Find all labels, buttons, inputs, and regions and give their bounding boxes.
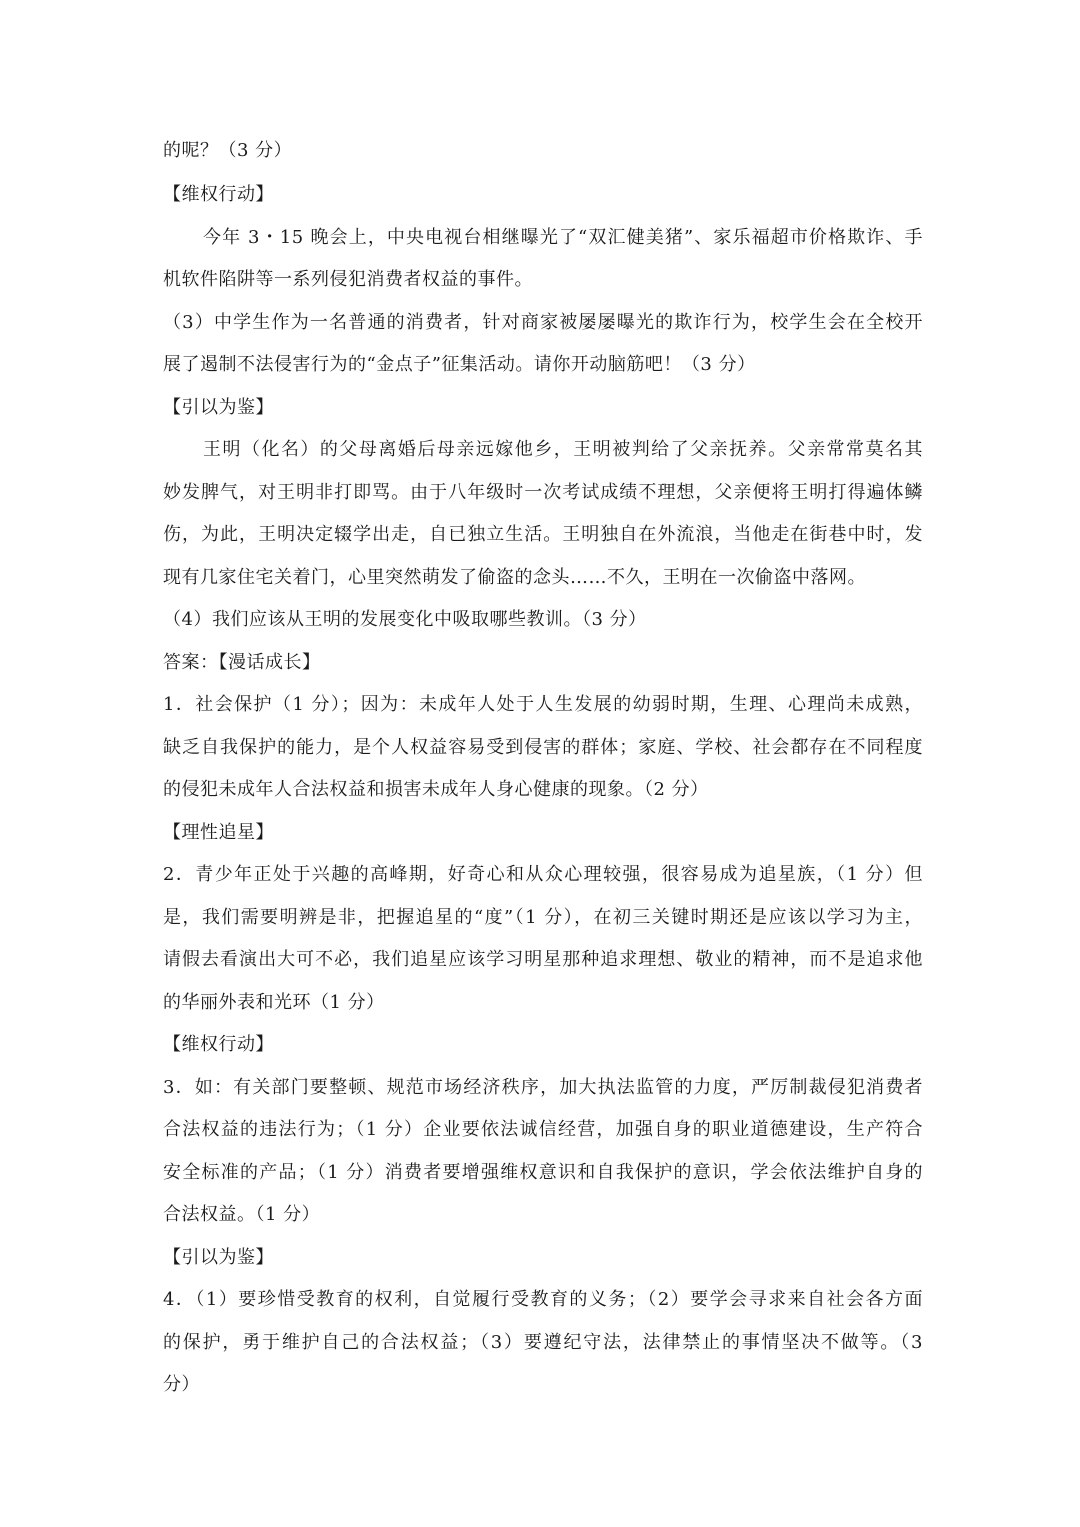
section-heading: 【理性追星】: [163, 822, 274, 843]
section-heading: 【引以为鉴】: [163, 397, 274, 418]
paragraph-line: 王明（化名）的父母离婚后母亲远嫁他乡，王明被判给了父亲抚养。父亲常常莫名其: [203, 439, 923, 460]
section-heading: 【维权行动】: [163, 1034, 274, 1055]
answer-line: 4．（1）要珍惜受教育的权利，自觉履行受教育的义务；（2）要学会寻求来自社会各方面: [163, 1289, 923, 1310]
paragraph-line: 机软件陷阱等一系列侵犯消费者权益的事件。: [163, 269, 533, 290]
paragraph-line: 今年 3・15 晚会上，中央电视台相继曝光了“双汇健美猪”、家乐福超市价格欺诈、手: [203, 227, 923, 248]
text-line: 的呢？（3 分）: [163, 140, 293, 161]
section-heading: 【维权行动】: [163, 184, 274, 205]
paragraph-line: 现有几家住宅关着门，心里突然萌发了偷盗的念头……不久，王明在一次偷盗中落网。: [163, 567, 866, 588]
question-line: （4）我们应该从王明的发展变化中吸取哪些教训。（3 分）: [163, 609, 647, 630]
answer-line: 的保护，勇于维护自己的合法权益；（3）要遵纪守法，法律禁止的事情坚决不做等。（3: [163, 1332, 923, 1353]
question-line: 展了遏制不法侵害行为的“金点子”征集活动。请你开动脑筋吧！（3 分）: [163, 354, 756, 375]
answer-line: 2．青少年正处于兴趣的高峰期，好奇心和从众心理较强，很容易成为追星族，（1 分）但: [163, 864, 923, 885]
answer-line: 缺乏自我保护的能力，是个人权益容易受到侵害的群体；家庭、学校、社会都存在不同程度: [163, 737, 923, 758]
paragraph-line: 伤，为此，王明决定辍学出走，自已独立生活。王明独自在外流浪，当他走在街巷中时，发: [163, 524, 923, 545]
answer-line: 的华丽外表和光环（1 分）: [163, 992, 385, 1013]
answer-line: 合法权益的违法行为；（1 分）企业要依法诚信经营，加强自身的职业道德建设，生产符合: [163, 1119, 923, 1140]
answer-line: 的侵犯未成年人合法权益和损害未成年人身心健康的现象。（2 分）: [163, 779, 709, 800]
answer-line: 是，我们需要明辨是非，把握追星的“度”（1 分），在初三关键时期还是应该以学习为主，: [163, 907, 923, 928]
answer-line: 分）: [163, 1374, 200, 1395]
paragraph-line: 妙发脾气，对王明非打即骂。由于八年级时一次考试成绩不理想，父亲便将王明打得遍体鳞: [163, 482, 923, 503]
question-line: （3）中学生作为一名普通的消费者，针对商家被屡屡曝光的欺诈行为，校学生会在全校开: [163, 312, 923, 333]
answer-heading: 答案：【漫话成长】: [163, 652, 321, 673]
answer-line: 1．社会保护（1 分）；因为：未成年人处于人生发展的幼弱时期，生理、心理尚未成熟，: [163, 694, 923, 715]
answer-line: 3．如：有关部门要整顿、规范市场经济秩序，加大执法监管的力度，严厉制裁侵犯消费者: [163, 1077, 923, 1098]
answer-line: 请假去看演出大可不必，我们追星应该学习明星那种追求理想、敬业的精神，而不是追求他: [163, 949, 923, 970]
answer-line: 合法权益。（1 分）: [163, 1204, 321, 1225]
section-heading: 【引以为鉴】: [163, 1247, 274, 1268]
answer-line: 安全标准的产品；（1 分）消费者要增强维权意识和自我保护的意识，学会依法维护自身的: [163, 1162, 923, 1183]
